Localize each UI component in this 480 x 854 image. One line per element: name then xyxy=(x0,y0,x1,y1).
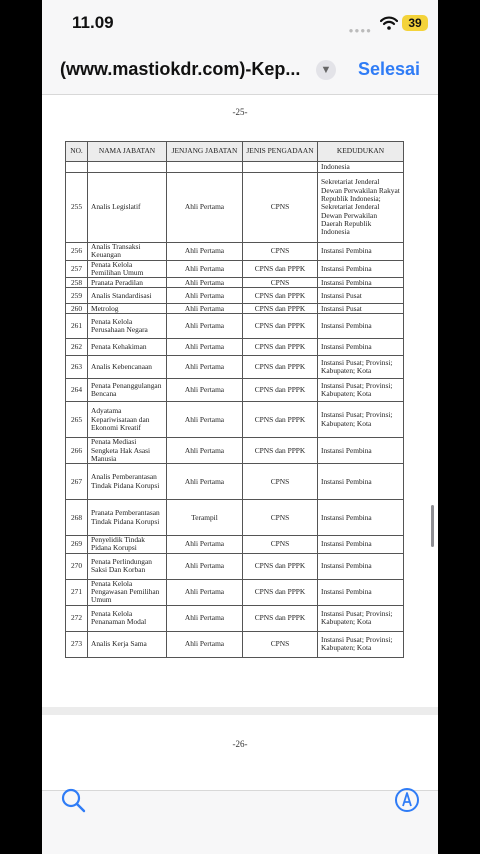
cell-jenjang-jabatan: Ahli Pertama xyxy=(167,402,243,438)
cell-kedudukan: Indonesia xyxy=(318,162,404,173)
cell-no: 262 xyxy=(66,339,88,356)
cell-no: 263 xyxy=(66,356,88,379)
table-row xyxy=(66,260,404,278)
cell-nama-jabatan: Penata Penanggulangan Bencana xyxy=(88,379,167,402)
cell-jenis-pengadaan: CPNS dan PPPK xyxy=(243,339,318,356)
cell-nama-jabatan: Penata Kelola Pemilihan Umum xyxy=(88,260,167,278)
cell-kedudukan: Instansi Pembina xyxy=(318,438,404,464)
wifi-icon xyxy=(380,16,398,30)
cell-jenjang-jabatan: Ahli Pertama xyxy=(167,288,243,304)
scroll-indicator[interactable] xyxy=(431,505,434,547)
cell-no: 267 xyxy=(66,464,88,500)
status-time: 11.09 xyxy=(72,13,114,32)
cell-no: 257 xyxy=(66,260,88,278)
cell-kedudukan: Instansi Pusat; Provinsi; Kabupaten; Kota xyxy=(318,379,404,402)
table-row xyxy=(66,379,404,402)
table-row xyxy=(66,438,404,464)
cell-kedudukan: Instansi Pembina xyxy=(318,314,404,339)
cell-no xyxy=(66,162,88,173)
cell-nama-jabatan: Penyelidik Tindak Pidana Korupsi xyxy=(88,536,167,554)
cell-jenjang-jabatan: Ahli Pertama xyxy=(167,314,243,339)
cell-kedudukan: Instansi Pusat xyxy=(318,288,404,304)
cell-jenjang-jabatan: Ahli Pertama xyxy=(167,260,243,278)
cell-no: 270 xyxy=(66,553,88,579)
cell-jenis-pengadaan: CPNS xyxy=(243,278,318,288)
table-row xyxy=(66,536,404,554)
cell-jenis-pengadaan: CPNS xyxy=(243,631,318,657)
table-row xyxy=(66,173,404,243)
cell-no: 272 xyxy=(66,605,88,631)
cell-jenis-pengadaan: CPNS dan PPPK xyxy=(243,553,318,579)
cell-kedudukan: Instansi Pembina xyxy=(318,243,404,261)
markup-pen-icon[interactable] xyxy=(394,786,420,814)
pdf-page-next xyxy=(42,715,438,790)
cell-jenis-pengadaan: CPNS xyxy=(243,500,318,536)
table-row xyxy=(66,162,404,173)
cell-no: 264 xyxy=(66,379,88,402)
table-row xyxy=(66,464,404,500)
cell-jenis-pengadaan: CPNS dan PPPK xyxy=(243,402,318,438)
cell-jenjang-jabatan xyxy=(167,162,243,173)
cell-nama-jabatan: Penata Mediasi Sengketa Hak Asasi Manusia xyxy=(88,438,167,464)
next-page-number: -26- xyxy=(232,739,248,749)
cell-no: 268 xyxy=(66,500,88,536)
cell-no: 260 xyxy=(66,304,88,314)
cell-nama-jabatan: Pranata Peradilan xyxy=(88,278,167,288)
cell-no: 256 xyxy=(66,243,88,261)
cell-nama-jabatan: Analis Legislatif xyxy=(88,173,167,243)
nav-bar xyxy=(42,48,438,95)
cell-nama-jabatan: Analis Kebencanaan xyxy=(88,356,167,379)
header-no: NO. xyxy=(66,142,88,162)
cell-jenis-pengadaan: CPNS dan PPPK xyxy=(243,379,318,402)
table-header-row xyxy=(66,142,404,162)
cell-jenis-pengadaan: CPNS dan PPPK xyxy=(243,438,318,464)
cell-jenjang-jabatan: Ahli Pertama xyxy=(167,304,243,314)
table-row xyxy=(66,605,404,631)
cell-jenjang-jabatan: Ahli Pertama xyxy=(167,605,243,631)
cell-kedudukan: Instansi Pusat; Provinsi; Kabupaten; Kota xyxy=(318,631,404,657)
cell-nama-jabatan: Adyatama Kepariwisataan dan Ekonomi Kreatif xyxy=(88,402,167,438)
cell-jenjang-jabatan: Ahli Pertama xyxy=(167,579,243,605)
cell-no: 271 xyxy=(66,579,88,605)
document-content[interactable] xyxy=(42,95,438,790)
page-number: -25- xyxy=(232,107,248,117)
document-title[interactable]: (www.mastiokdr.com)-Kep... xyxy=(60,59,301,79)
table-row xyxy=(66,243,404,261)
cell-jenjang-jabatan: Ahli Pertama xyxy=(167,339,243,356)
cell-nama-jabatan xyxy=(88,162,167,173)
table-row xyxy=(66,278,404,288)
cell-no: 266 xyxy=(66,438,88,464)
cell-no: 258 xyxy=(66,278,88,288)
cell-nama-jabatan: Analis Kerja Sama xyxy=(88,631,167,657)
cell-nama-jabatan: Analis Pemberantasan Tindak Pidana Korupsi xyxy=(88,464,167,500)
cell-nama-jabatan: Penata Kelola Pengawasan Pemilihan Umum xyxy=(88,579,167,605)
cell-jenis-pengadaan: CPNS dan PPPK xyxy=(243,304,318,314)
pdf-page xyxy=(42,95,438,707)
cell-jenjang-jabatan: Ahli Pertama xyxy=(167,438,243,464)
cell-jenjang-jabatan: Ahli Pertama xyxy=(167,553,243,579)
cell-kedudukan: Instansi Pembina xyxy=(318,553,404,579)
cell-kedudukan: Instansi Pusat xyxy=(318,304,404,314)
battery-indicator: 39 xyxy=(402,15,428,31)
cell-kedudukan: Sekretariat Jenderal Dewan Perwakilan Rakyat Republik Indonesia; Sekretariat Jenderal Dewan Perwakilan Daerah Republik Indonesia xyxy=(318,173,404,243)
cell-jenjang-jabatan: Ahli Pertama xyxy=(167,243,243,261)
table-row xyxy=(66,304,404,314)
cell-kedudukan: Instansi Pusat; Provinsi; Kabupaten; Kota xyxy=(318,356,404,379)
cell-no: 269 xyxy=(66,536,88,554)
cell-nama-jabatan: Analis Transaksi Keuangan xyxy=(88,243,167,261)
cell-kedudukan: Instansi Pembina xyxy=(318,464,404,500)
table-row xyxy=(66,356,404,379)
cell-jenis-pengadaan: CPNS xyxy=(243,243,318,261)
cell-no: 259 xyxy=(66,288,88,304)
cell-jenis-pengadaan: CPNS dan PPPK xyxy=(243,260,318,278)
cell-jenis-pengadaan: CPNS xyxy=(243,173,318,243)
cell-jenjang-jabatan: Ahli Pertama xyxy=(167,173,243,243)
cell-jenis-pengadaan: CPNS dan PPPK xyxy=(243,605,318,631)
chevron-down-icon[interactable]: ▼ xyxy=(316,60,336,80)
cell-nama-jabatan: Penata Kehakiman xyxy=(88,339,167,356)
cell-jenjang-jabatan: Ahli Pertama xyxy=(167,631,243,657)
cell-no: 255 xyxy=(66,173,88,243)
cell-jenis-pengadaan xyxy=(243,162,318,173)
cell-jenis-pengadaan: CPNS dan PPPK xyxy=(243,579,318,605)
cell-jenjang-jabatan: Ahli Pertama xyxy=(167,356,243,379)
cell-jenjang-jabatan: Ahli Pertama xyxy=(167,536,243,554)
cell-kedudukan: Instansi Pembina xyxy=(318,579,404,605)
cell-no: 265 xyxy=(66,402,88,438)
cell-jenis-pengadaan: CPNS dan PPPK xyxy=(243,356,318,379)
header-jenis-pengadaan: JENIS PENGADAAN xyxy=(243,142,318,162)
bottom-toolbar xyxy=(42,790,438,854)
table-row xyxy=(66,339,404,356)
cell-kedudukan: Instansi Pembina xyxy=(318,500,404,536)
cell-nama-jabatan: Metrolog xyxy=(88,304,167,314)
cell-kedudukan: Instansi Pembina xyxy=(318,536,404,554)
cell-jenjang-jabatan: Ahli Pertama xyxy=(167,379,243,402)
table-row xyxy=(66,500,404,536)
status-bar xyxy=(42,0,438,48)
cell-kedudukan: Instansi Pembina xyxy=(318,260,404,278)
cell-jenis-pengadaan: CPNS dan PPPK xyxy=(243,314,318,339)
done-button[interactable]: Selesai xyxy=(357,59,420,79)
header-jenjang-jabatan: JENJANG JABATAN xyxy=(167,142,243,162)
table-row xyxy=(66,631,404,657)
cell-nama-jabatan: Penata Perlindungan Saksi Dan Korban xyxy=(88,553,167,579)
table-row xyxy=(66,314,404,339)
cell-jenjang-jabatan: Ahli Pertama xyxy=(167,278,243,288)
cell-kedudukan: Instansi Pusat; Provinsi; Kabupaten; Kota xyxy=(318,605,404,631)
cellular-signal-icon: ●●●● xyxy=(348,26,372,35)
cell-nama-jabatan: Pranata Pemberantasan Tindak Pidana Korupsi xyxy=(88,500,167,536)
cell-jenis-pengadaan: CPNS xyxy=(243,464,318,500)
cell-jenjang-jabatan: Terampil xyxy=(167,500,243,536)
cell-nama-jabatan: Penata Kelola Penanaman Modal xyxy=(88,605,167,631)
cell-kedudukan: Instansi Pusat; Provinsi; Kabupaten; Kota xyxy=(318,402,404,438)
cell-no: 261 xyxy=(66,314,88,339)
cell-jenjang-jabatan: Ahli Pertama xyxy=(167,464,243,500)
cell-kedudukan: Instansi Pembina xyxy=(318,278,404,288)
jabatan-table xyxy=(65,141,404,658)
cell-nama-jabatan: Analis Standardisasi xyxy=(88,288,167,304)
cell-jenis-pengadaan: CPNS dan PPPK xyxy=(243,288,318,304)
header-kedudukan: KEDUDUKAN xyxy=(318,142,404,162)
cell-nama-jabatan: Penata Kelola Perusahaan Negara xyxy=(88,314,167,339)
table-row xyxy=(66,402,404,438)
table-row xyxy=(66,288,404,304)
table-row xyxy=(66,553,404,579)
search-icon[interactable] xyxy=(60,787,86,815)
header-nama-jabatan: NAMA JABATAN xyxy=(88,142,167,162)
cell-jenis-pengadaan: CPNS xyxy=(243,536,318,554)
pdf-viewer-screen xyxy=(42,0,438,854)
cell-kedudukan: Instansi Pembina xyxy=(318,339,404,356)
cell-no: 273 xyxy=(66,631,88,657)
table-row xyxy=(66,579,404,605)
